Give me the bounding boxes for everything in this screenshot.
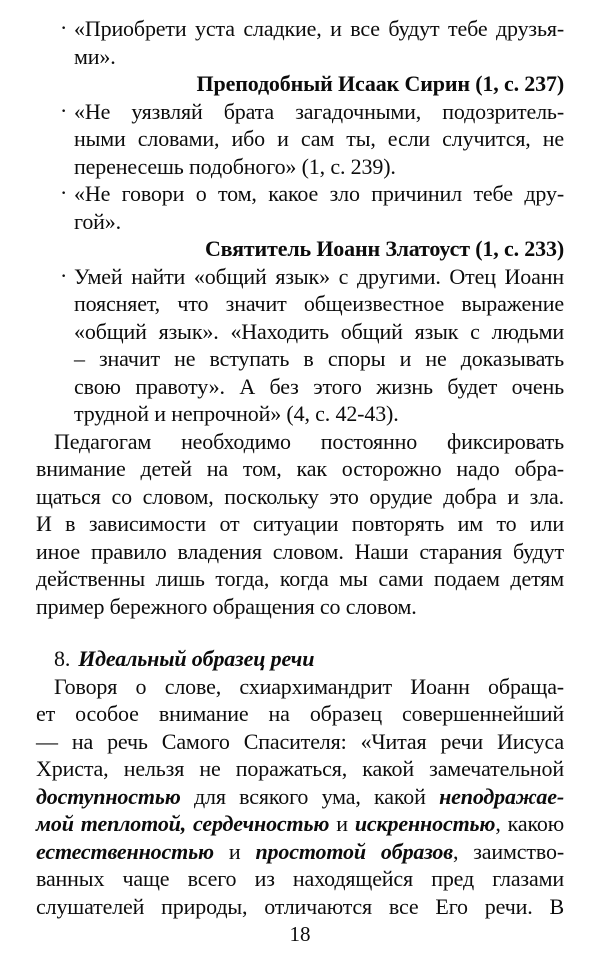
bullet-marker-icon: ·: [60, 97, 68, 123]
text-line: [74, 125, 564, 153]
text-segment: перенесешь подобного» (1, с. 239).: [74, 153, 396, 179]
text-line: [36, 455, 564, 483]
text-segment: ет особое внимание на образец совершеннейший: [36, 701, 564, 726]
text-segment: , какою: [495, 811, 565, 836]
quote-bullet-item: [36, 180, 564, 235]
text-segment: для всякого ума, какой: [180, 783, 440, 809]
text-line: [36, 893, 564, 921]
text-segment: трудной и непрочной» (4, с. 42-43).: [74, 401, 399, 426]
text-segment: ванных чаще всего из находящейся пред глазами: [36, 866, 564, 891]
section-number: 8.: [54, 646, 71, 671]
text-segment: Педагогам необходимо постоянно фиксировать: [54, 428, 564, 454]
text-line: [36, 565, 564, 593]
emphasis-text: простотой образов: [255, 838, 453, 864]
body-paragraph: [36, 673, 564, 921]
emphasis-text: неподражае-: [439, 783, 564, 809]
text-line: [36, 728, 564, 756]
text-line: [36, 428, 564, 456]
text-line: [36, 593, 564, 621]
text-line: [74, 318, 564, 346]
text-line: [74, 345, 564, 373]
text-segment: гой».: [74, 208, 121, 234]
quote-bullet-item: [36, 98, 564, 181]
text-line: [36, 673, 564, 701]
emphasis-text: естественностью: [36, 838, 214, 864]
text-segment: ными словами, ибо и сам ты, если случится, не: [74, 126, 564, 151]
attribution-text: Преподобный Исаак Сирин (1, с. 237): [196, 71, 564, 96]
emphasis-text: доступностью: [36, 783, 181, 809]
text-segment: и: [213, 838, 256, 864]
text-segment: и: [329, 811, 355, 836]
attribution-line: [36, 70, 564, 98]
text-segment: Христа, нельзя не поражаться, какой замечательной: [36, 756, 564, 781]
text-segment: Говоря о слове, схиархимандрит Иоанн обраща-: [54, 673, 564, 699]
text-line: [74, 43, 564, 71]
text-line: [74, 98, 564, 126]
text-segment: слушателей природы, отличаются все Его речи. В: [36, 893, 564, 919]
text-line: [74, 15, 564, 43]
text-segment: свою правоту». А без этого жизнь будет очень: [74, 373, 564, 399]
bullet-marker-icon: ·: [60, 180, 68, 205]
text-segment: – значит не вступать в споры и не доказывать: [74, 346, 564, 371]
text-line: [36, 510, 564, 538]
text-line: [74, 208, 564, 236]
text-line: [74, 263, 564, 291]
text-line: [36, 700, 564, 728]
attribution-text: Святитель Иоанн Златоуст (1, с. 233): [204, 236, 564, 261]
text-segment: «Не говори о том, какое зло причинил тебе дру-: [74, 181, 564, 206]
text-segment: , заимство-: [452, 838, 565, 864]
text-line: [36, 783, 564, 811]
text-line: [36, 865, 564, 893]
text-line: [74, 180, 564, 208]
text-line: [36, 755, 564, 783]
text-line: [36, 838, 564, 866]
body-paragraph: [36, 428, 564, 621]
text-line: [74, 153, 564, 181]
text-segment: И в зависимости от ситуации повторять им то или: [36, 511, 564, 536]
text-segment: «Не уязвляй брата загадочными, подозритель-: [74, 98, 564, 124]
emphasis-text: мой теплотой, сердечностью: [36, 811, 330, 836]
text-segment: поясняет, что значит общеизвестное выражение: [74, 291, 564, 316]
text-segment: пример бережного обращения со словом.: [36, 593, 417, 619]
quote-bullet-item: [36, 263, 564, 428]
section-title: Идеальный образец речи: [78, 646, 315, 671]
text-segment: «общий язык». «Находить общий язык с людьми: [74, 318, 564, 344]
bullet-marker-icon: ·: [60, 15, 68, 40]
text-segment: щаться со словом, поскольку это орудие добра и зла.: [36, 483, 564, 509]
bullet-marker-icon: ·: [60, 262, 68, 288]
text-line: [36, 810, 564, 838]
text-line: [36, 483, 564, 511]
text-segment: ми».: [74, 43, 116, 69]
text-segment: «Приобрети уста сладкие, и все будут тебе друзья-: [74, 16, 564, 41]
page-content: [36, 15, 564, 920]
text-line: [36, 538, 564, 566]
text-segment: действенны лишь тогда, когда мы сами подаем детям: [36, 566, 564, 591]
text-segment: иное правило владения словом. Наши старания будут: [36, 538, 564, 564]
emphasis-text: искренностью: [354, 811, 496, 836]
text-segment: — на речь Самого Спасителя: «Читая речи Иисуса: [36, 728, 564, 754]
text-segment: внимание детей на том, как осторожно надо обра-: [36, 456, 564, 481]
text-line: [74, 290, 564, 318]
text-line: [74, 400, 564, 428]
attribution-line: [36, 235, 564, 263]
page-number: 18: [289, 922, 311, 946]
section-heading: [36, 645, 564, 673]
quote-bullet-item: [36, 15, 564, 70]
text-line: [74, 373, 564, 401]
text-segment: Умей найти «общий язык» с другими. Отец Иоанн: [74, 263, 564, 289]
